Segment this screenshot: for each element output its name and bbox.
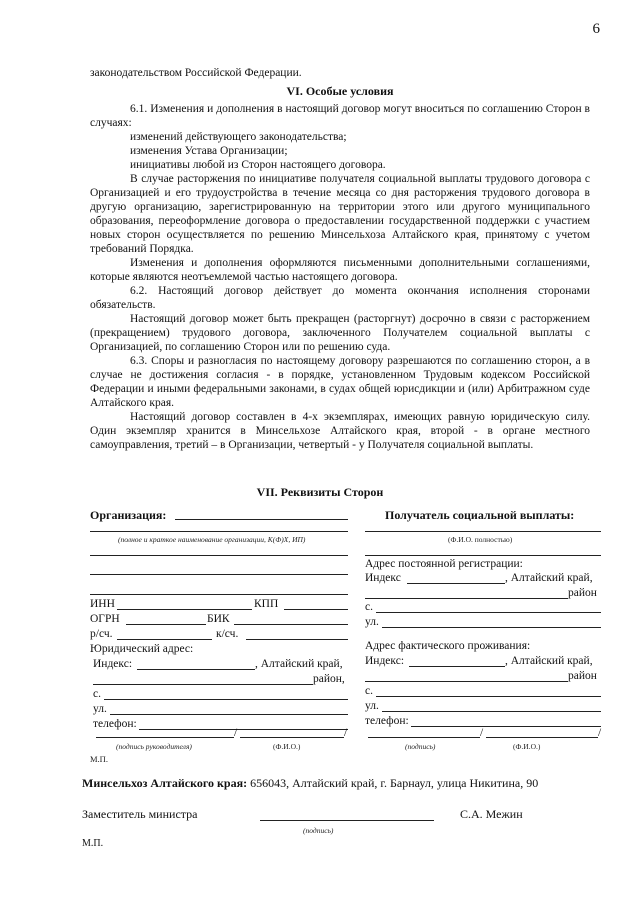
ogrn-label: ОГРН	[90, 613, 120, 625]
org-index-label: Индекс:	[93, 658, 133, 670]
deputy-name: С.А. Межин	[460, 807, 523, 821]
recipient-district2: район	[568, 670, 597, 682]
recipient-street-line	[382, 627, 601, 628]
recipient-region: , Алтайский край,	[505, 572, 593, 584]
org-sign-line	[96, 737, 234, 738]
recipient-village2-line	[376, 696, 601, 697]
recipient-index-label: Индекс	[365, 572, 401, 584]
conditions-list	[90, 130, 590, 172]
ministry-address: 656043, Алтайский край, г. Барнаул, улица Никитина, 90	[250, 776, 539, 790]
org-district: район,	[313, 673, 345, 685]
org-sign-caption: (подпись руководителя)	[116, 742, 192, 751]
deputy-title: Заместитель министра	[82, 807, 198, 821]
org-name-line-2	[90, 531, 348, 532]
recipient-name-line	[365, 531, 601, 532]
ministry-line	[82, 776, 538, 790]
rs-label: р/сч.	[90, 628, 113, 640]
recipient-fio-caption: (Ф.И.О.)	[513, 742, 541, 751]
recipient-phone-label: телефон:	[365, 715, 409, 727]
recipient-sign-caption: (подпись)	[405, 742, 436, 751]
org-fio-slash: /	[344, 727, 348, 739]
recipient-village-line	[376, 612, 601, 613]
org-region: , Алтайский край,	[255, 658, 343, 670]
section-7-title: VII. Реквизиты Сторон	[256, 485, 384, 499]
paragraph-6-3: 6.3. Споры и разногласия по настоящему договору разрешаются по соглашению сторон, а в случае не достижения согласия - в порядке, установленном Трудовым кодексом Российской Федерации и иными федеральными законами, в судах общей юрисдикции и (или) Арбитражном суде Алтайского края.	[90, 355, 590, 409]
recipient-sign-line	[368, 737, 480, 738]
inn-line	[117, 609, 252, 610]
paragraph-6-1: 6.1. Изменения и дополнения в настоящий договор могут вноситься по соглашению Сторон в случаях:	[90, 103, 590, 129]
footer-mp: М.П.	[82, 838, 104, 849]
org-line-4	[90, 574, 348, 575]
paragraph-copies: Настоящий договор составлен в 4-х экземплярах, имеющих равную юридическую силу. Один экземпляр хранится в Минсельхозе Алтайского края, второй - в органе местного самоуправления, третий – в Организации, четвертый - у Получателя социальной выплаты.	[90, 411, 590, 451]
org-village-label: с.	[93, 688, 101, 700]
section-6-title: VI. Особые условия	[286, 84, 394, 98]
deputy-sign-line	[260, 820, 434, 821]
kpp-label: КПП	[254, 598, 279, 610]
recipient-village2-label: с.	[365, 685, 373, 697]
paragraph-6-2: 6.2. Настоящий договор действует до момента окончания исполнения сторонами обязательств.	[90, 285, 590, 311]
recipient-index2-label: Индекс:	[365, 655, 405, 667]
recipient-caption: (Ф.И.О. полностью)	[448, 535, 513, 544]
recipient-fio-slash: /	[598, 727, 602, 739]
ks-label: к/сч.	[216, 628, 239, 640]
org-fio-line	[240, 737, 344, 738]
recipient-district-line	[365, 598, 568, 599]
rs-line	[117, 639, 212, 640]
deputy-sign-caption: (подпись)	[303, 826, 334, 835]
recipient-district2-line	[365, 681, 568, 682]
org-street-label: ул.	[93, 703, 107, 715]
bik-line	[234, 624, 348, 625]
paragraph-termination: В случае расторжения по инициативе получателя социальной выплаты трудового договора с Организацией и его трудоустройства в течение месяца со дня расторжения трудового договора в другую организацию, зарегистрированную на территории этого или другого муниципального образования, переоформление договора о предоставлении государственной поддержки с участием новых сторон осуществляется по решению Минсельхоза Алтайского края, принятому с учетом требований Порядка.	[90, 173, 590, 255]
page-number: 6	[592, 21, 600, 37]
org-line-3	[90, 555, 348, 556]
list-item: изменений действующего законодательства;	[130, 131, 347, 143]
recipient-name-line-2	[365, 555, 601, 556]
list-item: инициативы любой из Сторон настоящего договора.	[130, 159, 386, 171]
recipient-district: район	[568, 587, 597, 599]
org-line-5	[90, 594, 348, 595]
recipient-street-label: ул.	[365, 616, 379, 628]
recipient-street2-label: ул.	[365, 700, 379, 712]
legal-address-label: Юридический адрес:	[90, 643, 194, 655]
recipient-fio-line	[486, 737, 598, 738]
org-name-line	[175, 519, 348, 520]
ministry-label: Минсельхоз Алтайского края:	[82, 776, 248, 790]
reg-address-label: Адрес постоянной регистрации:	[365, 558, 523, 570]
recipient-village-label: с.	[365, 601, 373, 613]
org-phone-label: телефон:	[93, 718, 137, 730]
org-index-line	[137, 669, 255, 670]
list-item: изменения Устава Организации;	[130, 145, 288, 157]
ks-line	[246, 639, 348, 640]
bik-label: БИК	[207, 613, 230, 625]
ogrn-line	[126, 624, 206, 625]
org-fio-caption: (Ф.И.О.)	[273, 742, 301, 751]
org-sign-slash: /	[234, 727, 238, 739]
recipient-sign-slash: /	[480, 727, 484, 739]
org-village-line	[104, 699, 348, 700]
org-mp: М.П.	[90, 754, 108, 764]
org-label: Организация:	[90, 508, 167, 522]
intro-line: законодательством Российской Федерации.	[90, 67, 302, 79]
paragraph-early-termination: Настоящий договор может быть прекращен (расторгнут) досрочно в связи с расторжением (прекращением) трудового договора, заключенного Получателем социальной выплаты с Организацией, по соглашению Сторон или по решению суда.	[90, 313, 590, 353]
kpp-line	[284, 609, 348, 610]
recipient-index-line	[407, 583, 505, 584]
recipient-region2: , Алтайский край,	[505, 655, 593, 667]
section-6	[90, 66, 590, 452]
recipient-label: Получатель социальной выплаты:	[385, 508, 575, 522]
recipient-phone-line	[411, 726, 601, 727]
recipient-street2-line	[382, 711, 601, 712]
paragraph-amendments: Изменения и дополнения оформляются письменными дополнительными соглашениями, которые являются неотъемлемой частью настоящего договора.	[90, 257, 590, 283]
org-street-line	[110, 714, 348, 715]
org-caption: (полное и краткое наименование организации, К(Ф)Х, ИП)	[118, 535, 306, 544]
org-district-line	[93, 684, 313, 685]
org-phone-line	[139, 729, 348, 730]
inn-label: ИНН	[90, 598, 115, 610]
fact-address-label: Адрес фактического проживания:	[365, 640, 531, 652]
recipient-index2-line	[409, 666, 505, 667]
